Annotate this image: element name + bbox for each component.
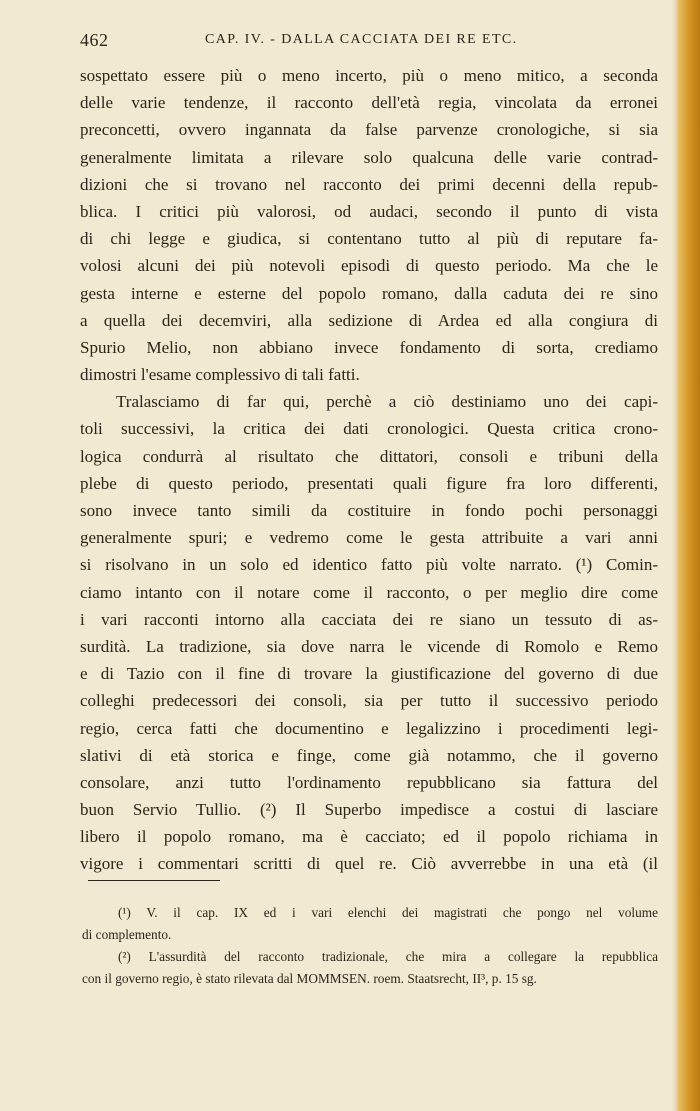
running-title: CAP. IV. - DALLA CACCIATA DEI RE ETC. — [205, 32, 518, 47]
text-line: toli successivi, la critica dei dati cronologici. Questa critica crono- — [80, 419, 658, 439]
page-header — [80, 30, 658, 54]
footnote-line: (¹) V. il cap. IX ed i vari elenchi dei magistrati che pongo nel volume — [118, 905, 658, 920]
text-line: dimostri l'esame complessivo di tali fatti. — [80, 365, 360, 385]
text-line: i vari racconti intorno alla cacciata dei re siano un tessuto di as- — [80, 609, 658, 629]
text-line: colleghi predecessori dei consoli, sia per tutto il successivo periodo — [80, 691, 658, 711]
footnotes — [82, 902, 658, 990]
text-line: e di Tazio con il fine di trovare la giustificazione del governo di due — [80, 664, 658, 684]
text-line: gesta interne e esterne del popolo romano, dalla caduta dei re sino — [80, 283, 658, 303]
text-line: vigore i commentari scritti di quel re. Ciò avverrebbe in una età (il — [80, 854, 658, 874]
text-line: buon Servio Tullio. (²) Il Superbo impedisce a costui di lasciare — [80, 800, 658, 820]
text-line: Spurio Melio, non abbiano invece fondamento di sorta, crediamo — [80, 337, 658, 357]
text-line: surdità. La tradizione, sia dove narra le vicende di Romolo e Remo — [80, 636, 658, 656]
page-edge — [678, 0, 700, 1111]
text-line: a quella dei decemviri, alla sedizione di Ardea ed alla congiura di — [80, 310, 658, 330]
text-line: ciamo intanto con il notare come il racconto, o per meglio dire come — [80, 582, 658, 602]
footnote-line: con il governo regio, è stato rilevata dal MOMMSEN. roem. Staatsrecht, II³, p. 15 sg. — [82, 971, 537, 986]
text-line: generalmente spuri; e vedremo come le gesta attribuite a vari anni — [80, 528, 658, 548]
footnote-separator — [88, 880, 220, 881]
page-number: 462 — [80, 30, 109, 50]
text-line: blica. I critici più valorosi, od audaci, secondo il punto di vista — [80, 201, 658, 221]
text-line: sono invece tanto simili da costituire in fondo pochi personaggi — [80, 501, 658, 520]
text-line: generalmente limitata a rilevare solo qualcuna delle varie contrad- — [80, 147, 658, 167]
text-line: sospettato essere più o meno incerto, più o meno mitico, a seconda — [80, 66, 658, 85]
text-line: Tralasciamo di far qui, perchè a ciò destiniamo uno dei capi- — [116, 392, 658, 412]
text-line: plebe di questo periodo, presentati quali figure fra loro differenti, — [80, 473, 658, 493]
text-line: libero il popolo romano, ma è cacciato; ed il popolo richiama in — [80, 827, 658, 847]
text-line: slativi di età storica e finge, come già notammo, che il governo — [80, 745, 658, 765]
text-line: logica condurrà al risultato che dittatori, consoli e tribuni della — [80, 446, 658, 466]
text-line: volosi alcuni dei più notevoli episodi di questo periodo. Ma che le — [80, 256, 658, 276]
text-line: di chi legge e giudica, si contentano tutto al più di reputare fa- — [80, 229, 658, 249]
text-line: si risolvano in un solo ed identico fatto più volte narrato. (¹) Comin- — [80, 555, 658, 575]
footnote-line: di complemento. — [82, 927, 172, 942]
body-text — [80, 62, 658, 878]
text-line: consolare, anzi tutto l'ordinamento repubblicano sia fattura del — [80, 772, 658, 792]
text-line: delle varie tendenze, il racconto dell'età regia, vincolata da erronei — [80, 93, 658, 113]
footnote-line: (²) L'assurdità del racconto tradizionale, che mira a collegare la repubblica — [118, 949, 658, 964]
text-line: preconcetti, ovvero ingannata da false parvenze cronologiche, si sia — [80, 120, 658, 140]
text-line: regio, cerca fatti che documentino e legalizzino i procedimenti legi- — [80, 718, 658, 738]
text-line: dizioni che si trovano nel racconto dei primi decenni della repub- — [80, 174, 658, 194]
